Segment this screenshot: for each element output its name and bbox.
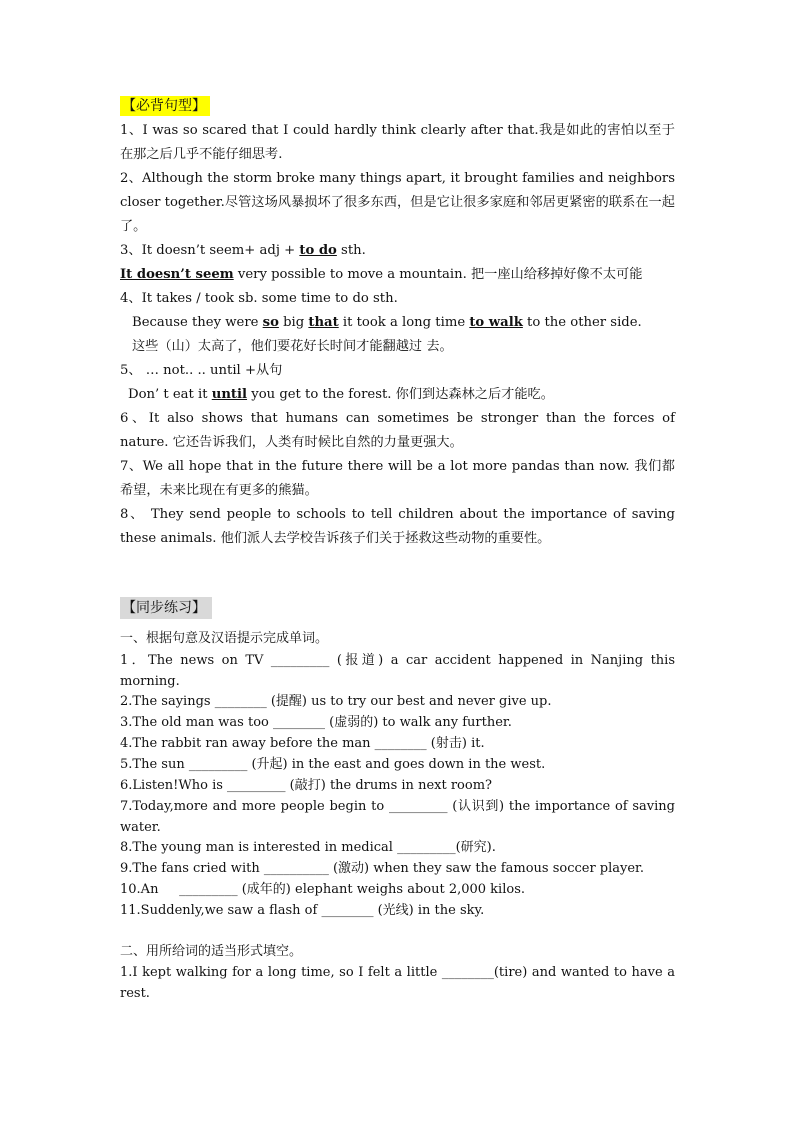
sentence-4-example-g: to the other side. — [522, 315, 642, 330]
sentence-5-example-c: you get to the forest. 你们到达森林之后才能吃。 — [247, 387, 554, 402]
sentence-4-example-e: it took a long time — [338, 315, 470, 330]
sentence-6: 6、It also shows that humans can sometimes be stronger than the forces of nature. 它还告诉我们，人类有时候比自然的力量更强大。 — [120, 411, 675, 450]
sentence-3-example-post: very possible to move a mountain. 把一座山给移掉好像不太可能 — [233, 267, 643, 282]
sentence-5: 5、 … not.. .. until +从句 — [120, 363, 283, 378]
sentence-5-example — [128, 383, 683, 407]
sentence-3-pre: 3、It doesn’t seem+ adj + — [120, 243, 300, 258]
exercise-1-2: 2.The sayings ________ (提醒) us to try our best and never give up. — [120, 694, 552, 709]
sentence-3-example — [120, 263, 675, 287]
exercise-1-3: 3.The old man was too ________ (虚弱的) to walk any further. — [120, 715, 512, 730]
sentence-5-example-a: Don’ t eat it — [128, 387, 212, 402]
sentence-1: 1、I was so scared that I could hardly think clearly after that.我是如此的害怕以至于在那之后几乎不能仔细思考. — [120, 123, 675, 162]
exercise-1-10: 10.An _________ (成年的) elephant weighs about 2,000 kilos. — [120, 882, 525, 897]
exercise-1-5: 5.The sun _________ (升起) in the east and goes down in the west. — [120, 757, 546, 772]
sentence-4-example-to-walk: to walk — [469, 315, 523, 330]
exercise-1-9: 9.The fans cried with __________ (激动) when they saw the famous soccer player. — [120, 861, 644, 876]
sentence-3-bold: to do — [299, 243, 337, 258]
sentence-4-example-c: big — [278, 315, 309, 330]
sentence-2: 2、Although the storm broke many things apart, it brought families and neighbors closer together.尽管这场风暴损坏了很多东西，但是它让很多家庭和邻居更紧密的联系在一起了。 — [120, 171, 675, 234]
sentence-4-example-a: Because they were — [132, 315, 263, 330]
exercise-2-1: 1.I kept walking for a long time, so I felt a little ________(tire) and wanted to have a rest. — [120, 965, 675, 1001]
sentence-7: 7、We all hope that in the future there will be a lot more pandas than now. 我们都希望，未来比现在有更多的熊猫。 — [120, 459, 675, 498]
sentence-4-chinese: 这些（山）太高了，他们要花好长时间才能翻越过 去。 — [132, 339, 453, 354]
exercise-1-1: 1．The news on TV _________ (报道) a car accident happened in Nanjing this morning. — [120, 653, 675, 689]
exercise-1-6: 6.Listen!Who is _________ (敲打) the drums in next room? — [120, 778, 492, 793]
section-heading-practice: 【同步练习】 — [120, 597, 212, 619]
exercise-1-11: 11.Suddenly,we saw a flash of ________ (光线) in the sky. — [120, 903, 485, 918]
sentence-8: 8、 They send people to schools to tell children about the importance of saving these animals. 他们派人去学校告诉孩子们关于拯救这些动物的重要性。 — [120, 507, 675, 546]
sentence-4-example-so: so — [262, 315, 279, 330]
sentence-3-example-bold: It doesn’t seem — [120, 267, 234, 282]
part1-title: 一、根据句意及汉语提示完成单词。 — [120, 631, 329, 646]
sentence-3 — [120, 239, 675, 263]
exercise-1-7: 7.Today,more and more people begin to _________ (认识到) the importance of saving water. — [120, 799, 675, 835]
sentence-4-example — [132, 311, 687, 335]
sentence-3-post: sth. — [336, 243, 366, 258]
exercise-1-8: 8.The young man is interested in medical _________(研究). — [120, 840, 496, 855]
sentence-4-example-that: that — [308, 315, 339, 330]
section-heading-must-memorize: 【必背句型】 — [120, 96, 210, 116]
exercise-1-4: 4.The rabbit ran away before the man ________ (射击) it. — [120, 736, 485, 751]
sentence-4: 4、It takes / took sb. some time to do sth. — [120, 291, 398, 306]
sentence-5-example-until: until — [211, 387, 248, 402]
part2-title: 二、用所给词的适当形式填空。 — [120, 944, 303, 959]
